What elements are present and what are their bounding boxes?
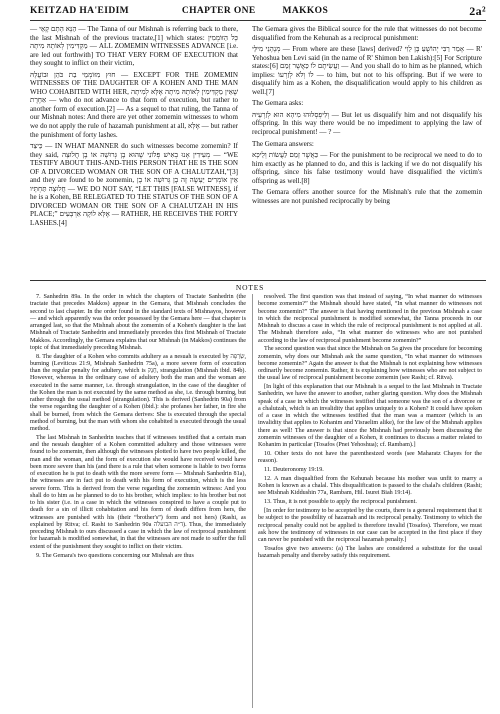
- right-paragraph: The Gemara asks:: [252, 99, 304, 108]
- main-text-left-column: [30, 25, 238, 231]
- right-paragraph: וְלִיפְסְלוּהוּ מִיהָא הוּא לְזַרְעֵיהּ — But let us disqualify him and not disqualify his offspring. In this way there would be no impediment to applying the law of reciprocal punishment! — ? —: [252, 110, 482, 137]
- note-paragraph: 13. Thus, it is not possible to apply the reciprocal punishment.: [264, 499, 417, 506]
- note-paragraph: Tosafos give two answers: (a) The lashes are considered a substitute for the usual hazamah penalty and thereby satisfy this requirement.: [258, 546, 482, 560]
- header-tractate: MAKKOS: [282, 6, 329, 16]
- note-paragraph: 9. The Gemara's two questions concerning our Mishnah are thus: [36, 552, 194, 559]
- note-paragraph: 12. A man disqualified from the Kehunah because his mother was unfit to marry a Kohen is known as a chalal. This disqualification is passed to the chalal's children (Rashi; see Mishnah Kiddushin 77a, Rambam, Hil. Isurei Biah 19:14).: [258, 475, 482, 497]
- note-paragraph: The second question was that since the Mishnah on 5a gives the procedure for becoming zomemin, why does our Mishnah ask the same question, “In what manner do witnesses become zomemin?” Again the answer is that the Mishnah is not explaining how witnesses ordinarily become zomemin. Rather, it is explaining how witnesses who are not subject to the usual law of reciprocal punishment become zomemin (see Rashi; cf. Ritva).: [258, 346, 482, 382]
- header-left-title: KEITZAD HA'EIDIM: [30, 6, 130, 16]
- note-paragraph: 7. Sanhedrin 89a. In the order in which the chapters of Tractate Sanhedrin (the tractate that precedes Makkos) appear in the Gemara, that Mishnah concludes the second to last chapter. In the order found in the standard texts of Mishnayos, however — and which apparently was the order possessed by the Gemara here — that chapter is arranged last, so that the Mishnah about the zomemin of a Kohen's daughter is the last Mishnah of Tractate Sanhedrin and immediately precedes this first Mishnah of Tractate Makkos. Accordingly, the Gemara explains that our Mishnah (in Makkos) continues the topic of that immediately preceding Mishnah.: [30, 294, 246, 351]
- note-paragraph: 10. Other texts do not have the parenthesized words (see Maharatz Chayes for the reason).: [258, 451, 482, 465]
- right-paragraph: מְנָהָנֵי מִילֵּי — From where are these [laws] derived? אָמַר רַבִּי יְהוֹשֻׁעַ בֶּן לֵוִי — R' Yehoshua ben Levi said (in the name of R' Shimon ben Lakish):[5] For Scripture states:[6] וַעֲשִׂיתֶם לוֹ כַּאֲשֶׁר זָמַם — And you shall do to him as he planned, which implies: לוֹ וְלֹא לְזַרְעוֹ — to him, but not to his offspring. But if we were to disqualify him as a Kohen, the disqualification would apply to his children as well.[7]: [252, 45, 482, 96]
- header-rule: [30, 20, 486, 21]
- note-paragraph: 8. The daughter of a Kohen who commits adultery as a nesuah is executed by שְׂרֵפָה, burning (Leviticus 21:9, Mishnah Sanhedrin 75a), a more severe form of execution than the regular penalty for adultery, which is חֶנֶק, strangulation (Mishnah ibid. 84b). However, whereas in the ordinary case of adultery both the man and the woman are executed in the same manner, i.e. through strangulation, in the case of the daughter of the Kohen the man is not executed by the same method as she, i.e. through burning, but rather through the usual method (strangulation). This is derived (Sanhedrin 90a) from the verse regarding the daughter of a Kohen (ibid.): she profanes her father, in fire she shall be burned, from which the Gemara derives: She is executed through the special method of burning, but the man with whom she cohabited is executed through the usual method.: [30, 353, 247, 433]
- main-text-right-column: [252, 25, 482, 208]
- note-paragraph: 11. Deuteronomy 19:19.: [264, 467, 324, 474]
- note-paragraph: [In order for testimony to be accepted by the courts, there is a general requirement that it be subject to the possibility of hazamah and its reciprocal penalty. Testimony to which the reciprocal penalty could not be applied is therefore invalid (Tosafos). Therefore, we must ask how the testimony of witnesses in our case can be accepted in the first place if they can never be punished with the reciprocal hazamah penalty.]: [258, 508, 482, 544]
- notes-column-divider: [252, 294, 253, 708]
- right-paragraph: The Gemara gives the Biblical source for the rule that witnesses do not become disqualified from the Kehunah as a reciprocal punishment:: [252, 25, 482, 42]
- right-paragraph: The Gemara offers another source for the Mishnah's rule that the zomemin witnesses are not punished reciprocally by being: [252, 188, 482, 205]
- left-paragraph: כֵּיצַד — IN WHAT MANNER do such witnesses become zomemin? If they said, מְעִידִין אָנוּ בְאִישׁ פְּלוֹנִי שֶׁהוּא בֶן גְּרוּשָׁה אוֹ בֶן חֲלוּצָה — “WE TESTIFY ABOUT THIS-AND-THIS PERSON THAT HE IS THE SON OF A DIVORCED WOMAN OR THE SON OF A CHALUTZAH,”[3] and they are found to be zomemin, אֵין אוֹמְרִים יֵעָשֶׂה זֶה בֶן גְּרוּשָׁה אוֹ בֶן חֲלוּצָה תַּחְתָּיו — WE DO NOT SAY, “LET THIS [FALSE WITNESS], if he is a Kohen, BE RELEGATED TO THE STATUS OF THE SON OF A DIVORCED WOMAN OR THE SON OF A CHALUTZAH IN HIS PLACE;” אֶלָּא לוֹקֶה אַרְבָּעִים — RATHER, HE RECEIVES THE FORTY LASHES.[4]: [30, 142, 239, 228]
- page-header: [0, 4, 500, 20]
- right-paragraph: The Gemara answers:: [252, 139, 314, 148]
- header-chapter: CHAPTER ONE: [181, 6, 256, 16]
- note-paragraph: The last Mishnah in Sanhedrin teaches that if witnesses testified that a certain man and the nesuah daughter of a Kohen committed adultery and those witnesses were found to be zomemin, then although the witnesses plotted to have two people killed, the man and the woman, and the form of execution she would have received would have been more severe than his (and there is a rule that when someone is liable to two forms of execution he is put to death with the more severe form — Mishnah Sanhedrin 81a), the witnesses are in fact put to death with his form of execution, which is the less severe form. This is derived from the verse regarding the zomemin witness: And you shall do to him as he planned to do to his brother, which implies: to his brother but not to his sister (i.e. in a case in which the witnesses conspired to have a couple put to death for a sin of illicit cohabitation and his form of death differs from hers, the witnesses are punished with his (their “brother's”) form and not hers) (Rashi, as explained by Ritva; cf. Rashi to Sanhedrin 90a ד״ה הבועלה). Thus, the immediately preceding Mishnah to ours discussed a case in which the law of reciprocal punishment for hazamah is modified somewhat, in that the witnesses are not made to suffer the full extent of the punishment they sought to inflict on their victim.: [30, 434, 247, 550]
- notes-top-rule: [30, 280, 486, 281]
- right-paragraph: כַּאֲשֶׁר זָמַם לַעֲשׂוֹת וְלֵיכָּא — For the punishment to be reciprocal we need to do to him exactly as he planned to do, and this is lacking if we do not disqualify his offspring, since his false testimony would have disqualified the victim's offspring as well.[8]: [252, 151, 483, 185]
- note-paragraph: [In light of this explanation that our Mishnah is a sequel to the last Mishnah in Tractate Sanhedrin, we have the answer to another, rather glaring question. Why does the Mishnah speak of a case in which the witnesses testified that someone was the son of a divorcee or a chalutzah, which is an invalidity that applies uniquely to a Kohen? It could have spoken of a case in which the witnesses testified that the man was a mamzer (which is an invalidity that applies to Kohanim and Yisraelim alike), for the law of the Mishnah applies there as well! The answer is that since the Mishnah had previously been discussing the zomemin witnesses of the daughter of a Kohen, it continues to discuss a matter related to Kohanim in particular (Tosafos (Pnei Yehoshua); cf. Rambam).]: [258, 384, 482, 449]
- page-number: 2a²: [469, 4, 486, 18]
- header-middle: [160, 6, 350, 16]
- left-paragraph: — הַנָּא הָתָם קָאֵי — The Tanna of our Mishnah is referring back to there, the last Mishnah of the previous tractate,[1] which states: כָּל הַזּוֹמְמִין מַקְדִּימִין לְאוֹתָהּ מִיתָה — ALL ZOMEMIN WITNESSES ADVANCE [i.e. are led out forthwith] TO THAT VERY FORM OF EXECUTION that they sought to inflict on their victim,: [30, 25, 239, 68]
- left-paragraph: חוּץ מִזּוֹמְמֵי בַת כֹּהֵן וּבוֹעֲלָהּ — EXCEPT FOR THE ZOMEMIN WITNESSES OF THE DAUGHTER OF A KOHEN AND THE MAN WHO COHABITED WITH HER, שֶׁאֵין מַקְדִּימִין לְאוֹתָהּ מִיתָה אֶלָּא לְמִיתָה אַחֶרֶת — who do not advance to that form of execution, but rather to another form of execution.[2] — As a sequel to that ruling, the Tanna of our Mishnah notes: And there are yet other zomemin witnesses to whom we do not apply the rule of hazamah punishment at all, אֶלָּא — but rather the punishment of forty lashes.: [30, 70, 238, 139]
- notes-heading: NOTES: [235, 283, 265, 292]
- notes-right-column: [258, 294, 482, 562]
- notes-left-column: [30, 294, 246, 561]
- note-paragraph: resolved. The first question was that instead of saying, “In what manner do witnesses become zomemin?” the Mishnah should have stated, “In what manner do witnesses not become zomemin?” The answer is that having mentioned in the previous Mishnah a case in which the reciprocal punishment is modified somewhat, the Tanna proceeds in our Mishnah to discuss a case in which the rule of reciprocal punishment is not applied at all. The Mishnah therefore asks, “In what manner do witnesses who are not punished according to the law of reciprocal punishment become zomemin?”: [258, 294, 482, 344]
